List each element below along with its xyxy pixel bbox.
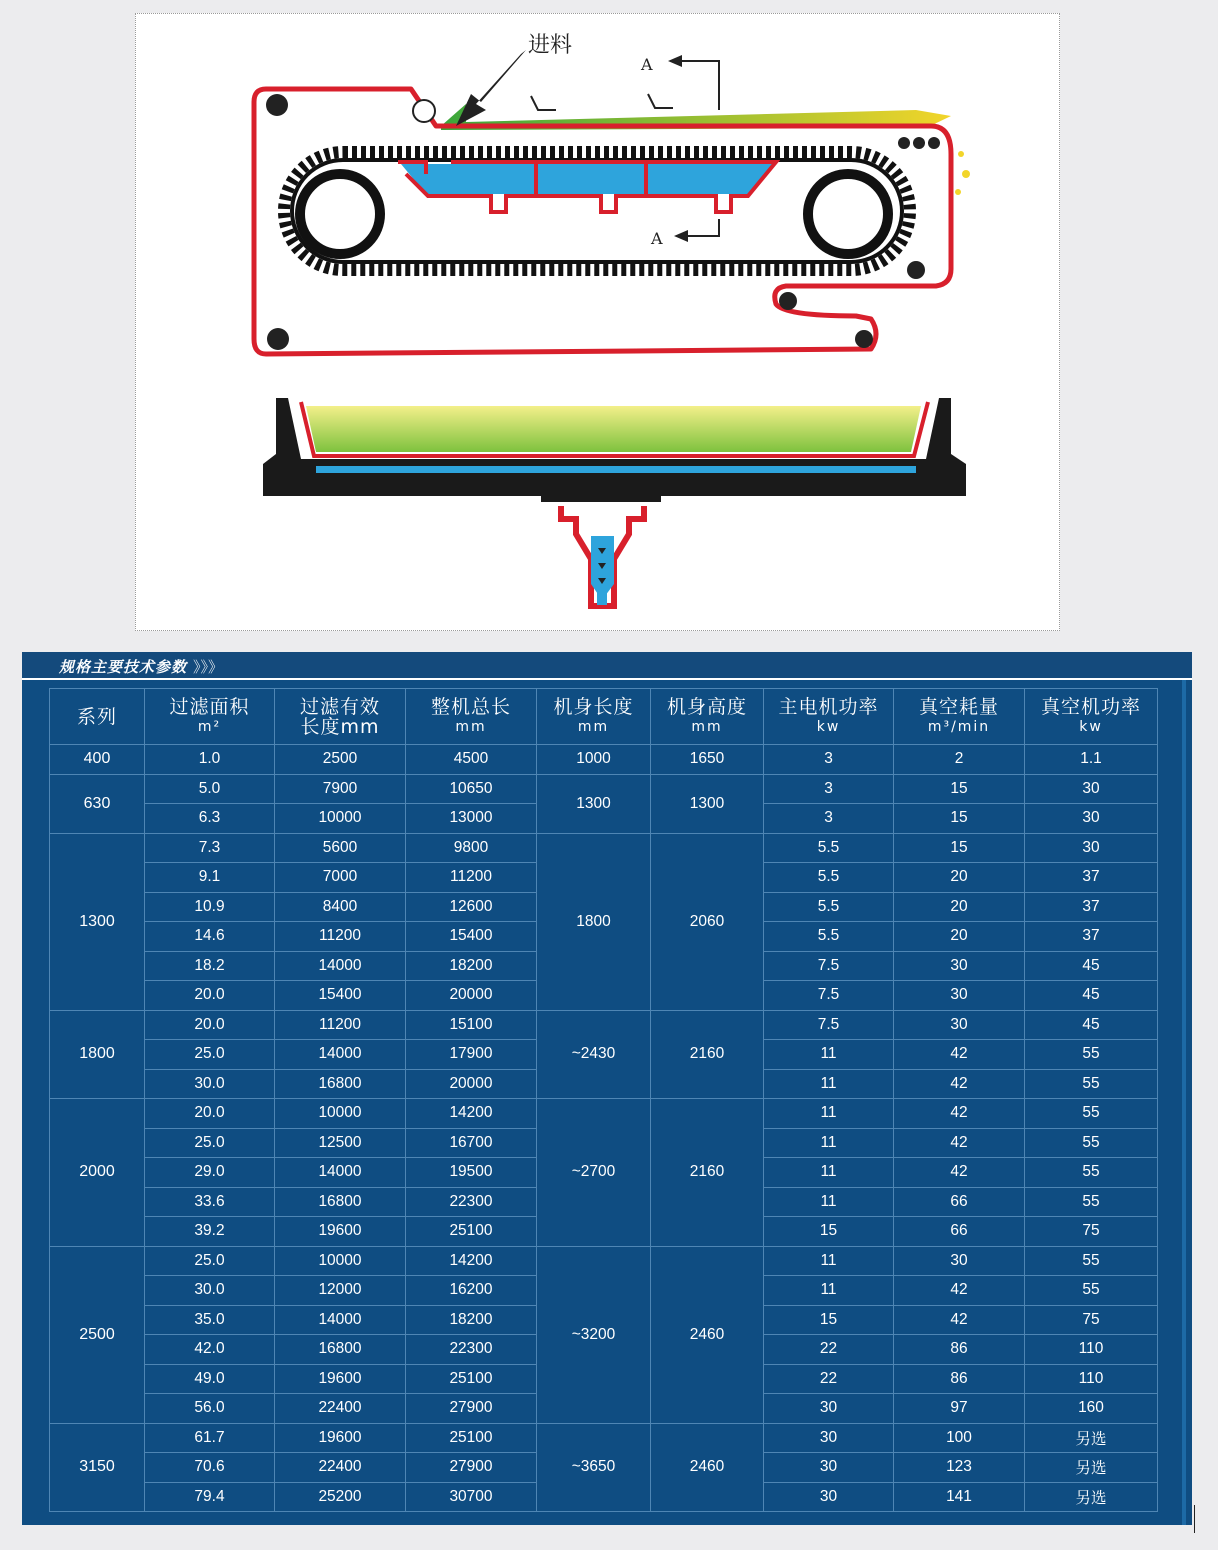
filter-area-cell: 6.3	[145, 804, 275, 834]
table-row	[50, 1246, 1158, 1276]
series-cell: 1800	[50, 1010, 145, 1099]
body-length-cell: 1800	[537, 833, 651, 1010]
motor-power-cell: 5.5	[764, 863, 894, 893]
series-cell: 400	[50, 745, 145, 775]
vacuum-consumption-cell: 42	[894, 1040, 1025, 1070]
filter-area-cell: 61.7	[145, 1423, 275, 1453]
vacuum-pump-power-cell: 55	[1025, 1099, 1158, 1129]
vacuum-box-liquid	[401, 164, 776, 194]
filter-area-cell: 70.6	[145, 1453, 275, 1483]
discharge-drop	[958, 151, 964, 157]
effective-length-cell: 14000	[275, 951, 406, 981]
motor-power-cell: 3	[764, 745, 894, 775]
total-length-cell: 22300	[406, 1335, 537, 1365]
total-length-cell: 4500	[406, 745, 537, 775]
vacuum-consumption-cell: 30	[894, 1246, 1025, 1276]
vacuum-pump-power-cell: 55	[1025, 1187, 1158, 1217]
filter-area-cell: 29.0	[145, 1158, 275, 1188]
effective-length-cell: 10000	[275, 1099, 406, 1129]
motor-power-cell: 7.5	[764, 951, 894, 981]
effective-length-cell: 7000	[275, 863, 406, 893]
filter-area-cell: 33.6	[145, 1187, 275, 1217]
vacuum-consumption-cell: 42	[894, 1158, 1025, 1188]
motor-power-cell: 5.5	[764, 922, 894, 952]
vacuum-consumption-cell: 66	[894, 1187, 1025, 1217]
col-effective-length: 过滤有效 长度mm	[275, 689, 406, 745]
motor-power-cell: 11	[764, 1099, 894, 1129]
table-row	[50, 1423, 1158, 1453]
effective-length-cell: 12000	[275, 1276, 406, 1306]
roller	[266, 94, 288, 116]
vacuum-pump-power-cell: 110	[1025, 1364, 1158, 1394]
filter-area-cell: 56.0	[145, 1394, 275, 1424]
body-length-cell: 1000	[537, 745, 651, 775]
feed-roller	[413, 100, 435, 122]
spec-title-bar	[22, 652, 1192, 680]
spec-table-body	[50, 745, 1158, 1512]
body-height-cell: 1300	[651, 774, 764, 833]
vacuum-pump-power-cell: 55	[1025, 1158, 1158, 1188]
total-length-cell: 25100	[406, 1364, 537, 1394]
body-length-cell: ~3650	[537, 1423, 651, 1512]
effective-length-cell: 19600	[275, 1364, 406, 1394]
effective-length-cell: 22400	[275, 1453, 406, 1483]
panel-edge	[1182, 680, 1186, 1525]
effective-length-cell: 15400	[275, 981, 406, 1011]
spec-title: 规格主要技术参数 》》》	[59, 658, 224, 676]
motor-power-cell: 22	[764, 1335, 894, 1365]
vacuum-pump-power-cell: 110	[1025, 1335, 1158, 1365]
total-length-cell: 9800	[406, 833, 537, 863]
filter-area-cell: 42.0	[145, 1335, 275, 1365]
roller	[779, 292, 797, 310]
page-mark	[1194, 1505, 1195, 1533]
roller	[907, 261, 925, 279]
drive-drum	[300, 174, 380, 254]
total-length-cell: 11200	[406, 863, 537, 893]
filter-area-cell: 7.3	[145, 833, 275, 863]
filter-area-cell: 25.0	[145, 1040, 275, 1070]
effective-length-cell: 14000	[275, 1305, 406, 1335]
vacuum-pump-power-cell: 160	[1025, 1394, 1158, 1424]
total-length-cell: 15100	[406, 1010, 537, 1040]
total-length-cell: 15400	[406, 922, 537, 952]
total-length-cell: 18200	[406, 951, 537, 981]
col-series: 系列	[50, 689, 145, 745]
effective-length-cell: 5600	[275, 833, 406, 863]
vacuum-consumption-cell: 20	[894, 922, 1025, 952]
vacuum-consumption-cell: 97	[894, 1394, 1025, 1424]
col-vacuum-pump-power: 真空机功率 kw	[1025, 689, 1158, 745]
filter-area-cell: 20.0	[145, 1010, 275, 1040]
vacuum-consumption-cell: 15	[894, 833, 1025, 863]
chevron-right-icon: 》》》	[193, 658, 224, 676]
filter-area-cell: 20.0	[145, 981, 275, 1011]
filter-area-cell: 25.0	[145, 1246, 275, 1276]
roller	[928, 137, 940, 149]
vacuum-pump-power-cell: 45	[1025, 951, 1158, 981]
vacuum-consumption-cell: 42	[894, 1305, 1025, 1335]
filter-area-cell: 18.2	[145, 951, 275, 981]
feed-label: 进料	[528, 33, 573, 58]
effective-length-cell: 11200	[275, 922, 406, 952]
total-length-cell: 13000	[406, 804, 537, 834]
table-row	[50, 833, 1158, 863]
body-height-cell: 2460	[651, 1246, 764, 1423]
motor-power-cell: 11	[764, 1128, 894, 1158]
motor-power-cell: 11	[764, 1069, 894, 1099]
effective-length-cell: 22400	[275, 1394, 406, 1424]
vacuum-consumption-cell: 30	[894, 951, 1025, 981]
filter-pan	[306, 406, 921, 452]
effective-length-cell: 14000	[275, 1158, 406, 1188]
motor-power-cell: 7.5	[764, 1010, 894, 1040]
vacuum-consumption-cell: 2	[894, 745, 1025, 775]
vacuum-consumption-cell: 86	[894, 1335, 1025, 1365]
vacuum-pump-power-cell: 75	[1025, 1217, 1158, 1247]
vacuum-pump-power-cell: 55	[1025, 1069, 1158, 1099]
body-length-cell: ~2700	[537, 1099, 651, 1247]
motor-power-cell: 11	[764, 1187, 894, 1217]
vacuum-consumption-cell: 20	[894, 892, 1025, 922]
effective-length-cell: 10000	[275, 1246, 406, 1276]
total-length-cell: 18200	[406, 1305, 537, 1335]
vacuum-consumption-cell: 141	[894, 1482, 1025, 1512]
filter-area-cell: 39.2	[145, 1217, 275, 1247]
vacuum-pump-power-cell: 另选	[1025, 1453, 1158, 1483]
body-height-cell: 2160	[651, 1010, 764, 1099]
roller	[913, 137, 925, 149]
motor-power-cell: 5.5	[764, 833, 894, 863]
motor-power-cell: 30	[764, 1394, 894, 1424]
arrow-left-icon	[674, 230, 688, 242]
discharge-drop	[955, 189, 961, 195]
total-length-cell: 17900	[406, 1040, 537, 1070]
roller	[267, 328, 289, 350]
effective-length-cell: 8400	[275, 892, 406, 922]
vacuum-consumption-cell: 66	[894, 1217, 1025, 1247]
col-motor-power: 主电机功率 kw	[764, 689, 894, 745]
vacuum-pump-power-cell: 55	[1025, 1040, 1158, 1070]
filter-area-cell: 30.0	[145, 1069, 275, 1099]
effective-length-cell: 19600	[275, 1217, 406, 1247]
filter-area-cell: 35.0	[145, 1305, 275, 1335]
table-row	[50, 1010, 1158, 1040]
motor-power-cell: 30	[764, 1482, 894, 1512]
total-length-cell: 12600	[406, 892, 537, 922]
vacuum-consumption-cell: 100	[894, 1423, 1025, 1453]
vacuum-pump-power-cell: 45	[1025, 981, 1158, 1011]
col-total-length: 整机总长 mm	[406, 689, 537, 745]
effective-length-cell: 14000	[275, 1040, 406, 1070]
table-row	[50, 745, 1158, 775]
series-cell: 2500	[50, 1246, 145, 1423]
table-row	[50, 774, 1158, 804]
total-length-cell: 10650	[406, 774, 537, 804]
total-length-cell: 22300	[406, 1187, 537, 1217]
frame-base	[263, 480, 966, 496]
total-length-cell: 19500	[406, 1158, 537, 1188]
vacuum-pump-power-cell: 37	[1025, 922, 1158, 952]
effective-length-cell: 11200	[275, 1010, 406, 1040]
vacuum-pump-power-cell: 55	[1025, 1128, 1158, 1158]
section-label-bottom: A	[651, 229, 663, 248]
effective-length-cell: 16800	[275, 1187, 406, 1217]
total-length-cell: 20000	[406, 1069, 537, 1099]
series-cell: 3150	[50, 1423, 145, 1512]
vacuum-pump-power-cell: 30	[1025, 833, 1158, 863]
roller	[855, 330, 873, 348]
vacuum-pump-power-cell: 55	[1025, 1276, 1158, 1306]
body-height-cell: 2460	[651, 1423, 764, 1512]
total-length-cell: 16200	[406, 1276, 537, 1306]
motor-power-cell: 22	[764, 1364, 894, 1394]
vacuum-consumption-cell: 20	[894, 863, 1025, 893]
effective-length-cell: 7900	[275, 774, 406, 804]
total-length-cell: 25100	[406, 1423, 537, 1453]
filter-area-cell: 9.1	[145, 863, 275, 893]
body-height-cell: 2160	[651, 1099, 764, 1247]
motor-power-cell: 30	[764, 1453, 894, 1483]
effective-length-cell: 12500	[275, 1128, 406, 1158]
vacuum-pump-power-cell: 75	[1025, 1305, 1158, 1335]
vacuum-consumption-cell: 15	[894, 774, 1025, 804]
vacuum-pump-power-cell: 30	[1025, 774, 1158, 804]
total-length-cell: 27900	[406, 1394, 537, 1424]
filter-area-cell: 79.4	[145, 1482, 275, 1512]
body-height-cell: 1650	[651, 745, 764, 775]
total-length-cell: 25100	[406, 1217, 537, 1247]
total-length-cell: 14200	[406, 1246, 537, 1276]
filter-area-cell: 5.0	[145, 774, 275, 804]
vacuum-consumption-cell: 86	[894, 1364, 1025, 1394]
section-label-top: A	[641, 55, 653, 74]
vacuum-pump-power-cell: 55	[1025, 1246, 1158, 1276]
vacuum-consumption-cell: 15	[894, 804, 1025, 834]
series-cell: 2000	[50, 1099, 145, 1247]
spec-table	[49, 688, 1158, 1512]
col-filter-area: 过滤面积 m²	[145, 689, 275, 745]
vacuum-consumption-cell: 42	[894, 1069, 1025, 1099]
filter-diagram	[135, 13, 1060, 631]
vacuum-pump-power-cell: 另选	[1025, 1482, 1158, 1512]
body-length-cell: 1300	[537, 774, 651, 833]
vacuum-pump-power-cell: 37	[1025, 892, 1158, 922]
roller	[898, 137, 910, 149]
filter-area-cell: 10.9	[145, 892, 275, 922]
motor-power-cell: 11	[764, 1040, 894, 1070]
motor-power-cell: 30	[764, 1423, 894, 1453]
effective-length-cell: 25200	[275, 1482, 406, 1512]
body-length-cell: ~2430	[537, 1010, 651, 1099]
motor-power-cell: 3	[764, 804, 894, 834]
vacuum-pump-power-cell: 1.1	[1025, 745, 1158, 775]
vacuum-consumption-cell: 42	[894, 1099, 1025, 1129]
discharge-drop	[962, 170, 970, 178]
series-cell: 1300	[50, 833, 145, 1010]
motor-power-cell: 11	[764, 1276, 894, 1306]
vacuum-pump-power-cell: 37	[1025, 863, 1158, 893]
vacuum-consumption-cell: 42	[894, 1128, 1025, 1158]
filter-area-cell: 30.0	[145, 1276, 275, 1306]
vacuum-channel	[316, 466, 916, 473]
motor-power-cell: 7.5	[764, 981, 894, 1011]
vacuum-pump-power-cell: 另选	[1025, 1423, 1158, 1453]
body-length-cell: ~3200	[537, 1246, 651, 1423]
feed-arrow	[456, 50, 526, 126]
filter-area-cell: 20.0	[145, 1099, 275, 1129]
effective-length-cell: 2500	[275, 745, 406, 775]
total-length-cell: 30700	[406, 1482, 537, 1512]
col-vacuum-consumption: 真空耗量 m³/min	[894, 689, 1025, 745]
arrow-left-icon	[668, 55, 682, 67]
filter-area-cell: 1.0	[145, 745, 275, 775]
motor-power-cell: 11	[764, 1246, 894, 1276]
col-body-length: 机身长度 mm	[537, 689, 651, 745]
vacuum-consumption-cell: 30	[894, 981, 1025, 1011]
series-cell: 630	[50, 774, 145, 833]
filter-area-cell: 49.0	[145, 1364, 275, 1394]
driven-drum	[808, 174, 888, 254]
motor-power-cell: 11	[764, 1158, 894, 1188]
vacuum-pump-power-cell: 45	[1025, 1010, 1158, 1040]
filter-area-cell: 25.0	[145, 1128, 275, 1158]
filter-area-cell: 14.6	[145, 922, 275, 952]
effective-length-cell: 19600	[275, 1423, 406, 1453]
total-length-cell: 16700	[406, 1128, 537, 1158]
vacuum-consumption-cell: 42	[894, 1276, 1025, 1306]
total-length-cell: 14200	[406, 1099, 537, 1129]
vacuum-consumption-cell: 30	[894, 1010, 1025, 1040]
total-length-cell: 20000	[406, 981, 537, 1011]
table-row	[50, 1099, 1158, 1129]
motor-power-cell: 15	[764, 1305, 894, 1335]
effective-length-cell: 10000	[275, 804, 406, 834]
effective-length-cell: 16800	[275, 1335, 406, 1365]
table-header-row	[50, 689, 1158, 745]
vacuum-consumption-cell: 123	[894, 1453, 1025, 1483]
spec-panel	[22, 652, 1192, 1525]
effective-length-cell: 16800	[275, 1069, 406, 1099]
vacuum-pump-power-cell: 30	[1025, 804, 1158, 834]
motor-power-cell: 15	[764, 1217, 894, 1247]
total-length-cell: 27900	[406, 1453, 537, 1483]
motor-power-cell: 5.5	[764, 892, 894, 922]
col-body-height: 机身高度 mm	[651, 689, 764, 745]
motor-power-cell: 3	[764, 774, 894, 804]
belt-filter-schematic	[136, 14, 1061, 632]
body-height-cell: 2060	[651, 833, 764, 1010]
